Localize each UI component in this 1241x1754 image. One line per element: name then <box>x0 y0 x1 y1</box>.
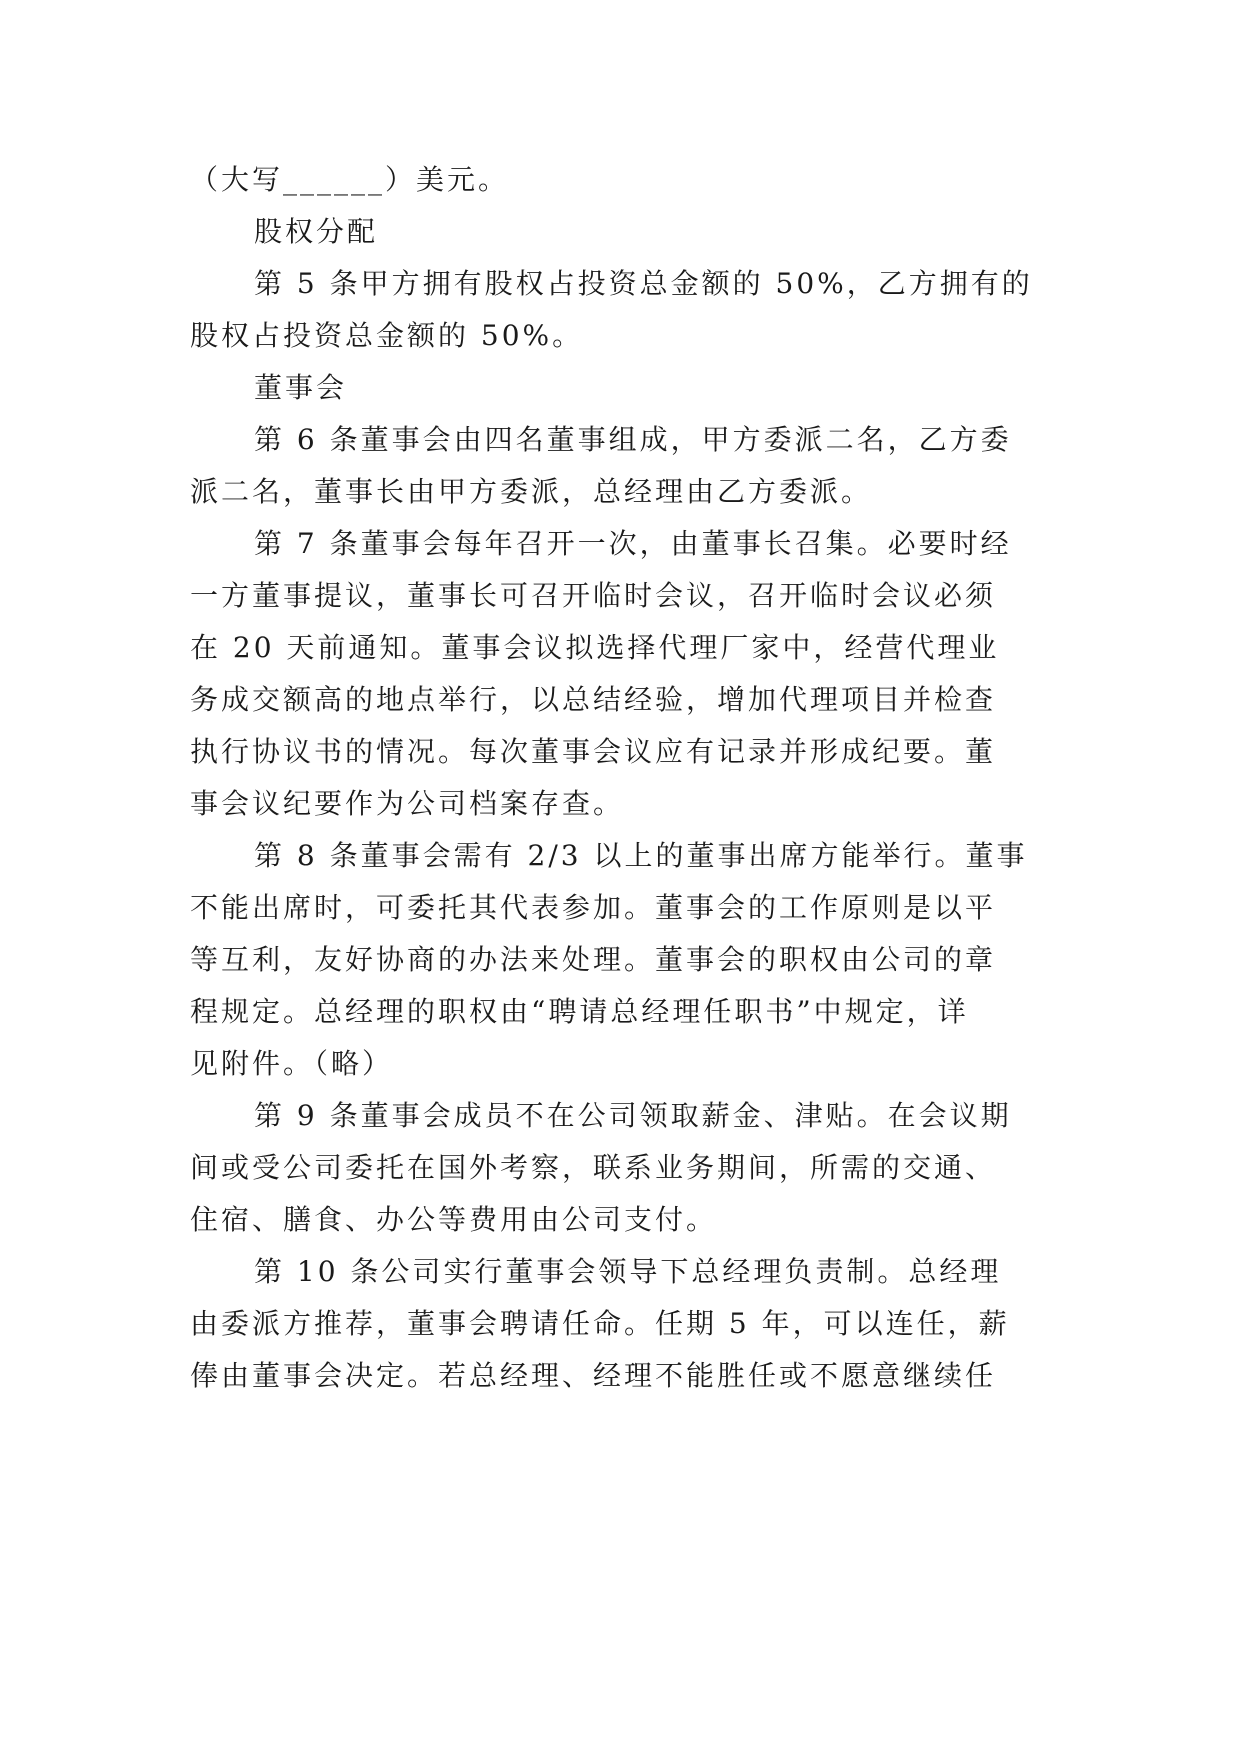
text-line: 第 8 条董事会需有 2/3 以上的董事出席方能举行。董事 <box>254 839 1028 872</box>
text-line: （大写______）美元。 <box>190 163 510 196</box>
text-line: 住宿、膳食、办公等费用由公司支付。 <box>190 1203 718 1236</box>
text-line: 不能出席时，可委托其代表参加。董事会的工作原则是以平 <box>190 891 997 924</box>
text-line: 股权占投资总金额的 50%。 <box>190 319 584 352</box>
text-line: 务成交额高的地点举行，以总结经验，增加代理项目并检查 <box>190 683 997 716</box>
text-line: 俸由董事会决定。若总经理、经理不能胜任或不愿意继续任 <box>190 1359 997 1392</box>
text-line: 执行协议书的情况。每次董事会议应有记录并形成纪要。董 <box>190 735 997 768</box>
text-line: 间或受公司委托在国外考察，联系业务期间，所需的交通、 <box>190 1151 997 1184</box>
text-line: 程规定。总经理的职权由“聘请总经理任职书”中规定，详 <box>190 995 969 1028</box>
text-line: 第 7 条董事会每年召开一次，由董事长召集。必要时经 <box>254 527 1012 560</box>
text-line: 由委派方推荐，董事会聘请任命。任期 5 年，可以连任，薪 <box>190 1307 1010 1340</box>
text-line: 第 10 条公司实行董事会领导下总经理负责制。总经理 <box>254 1255 1002 1288</box>
text-line: 一方董事提议，董事长可召开临时会议，召开临时会议必须 <box>190 579 997 612</box>
text-line: 第 6 条董事会由四名董事组成，甲方委派二名，乙方委 <box>254 423 1012 456</box>
text-line: 事会议纪要作为公司档案存查。 <box>190 787 625 820</box>
text-line: 第 5 条甲方拥有股权占投资总金额的 50%，乙方拥有的 <box>254 267 1033 300</box>
text-line: 等互利，友好协商的办法来处理。董事会的职权由公司的章 <box>190 943 997 976</box>
section-heading-board: 董事会 <box>254 371 348 404</box>
text-line: 见附件。（略） <box>190 1047 394 1080</box>
text-line: 在 20 天前通知。董事会议拟选择代理厂家中，经营代理业 <box>190 631 1000 664</box>
text-line: 第 9 条董事会成员不在公司领取薪金、津贴。在会议期 <box>254 1099 1012 1132</box>
section-heading-equity: 股权分配 <box>254 215 379 248</box>
text-line: 派二名，董事长由甲方委派，总经理由乙方委派。 <box>190 475 873 508</box>
